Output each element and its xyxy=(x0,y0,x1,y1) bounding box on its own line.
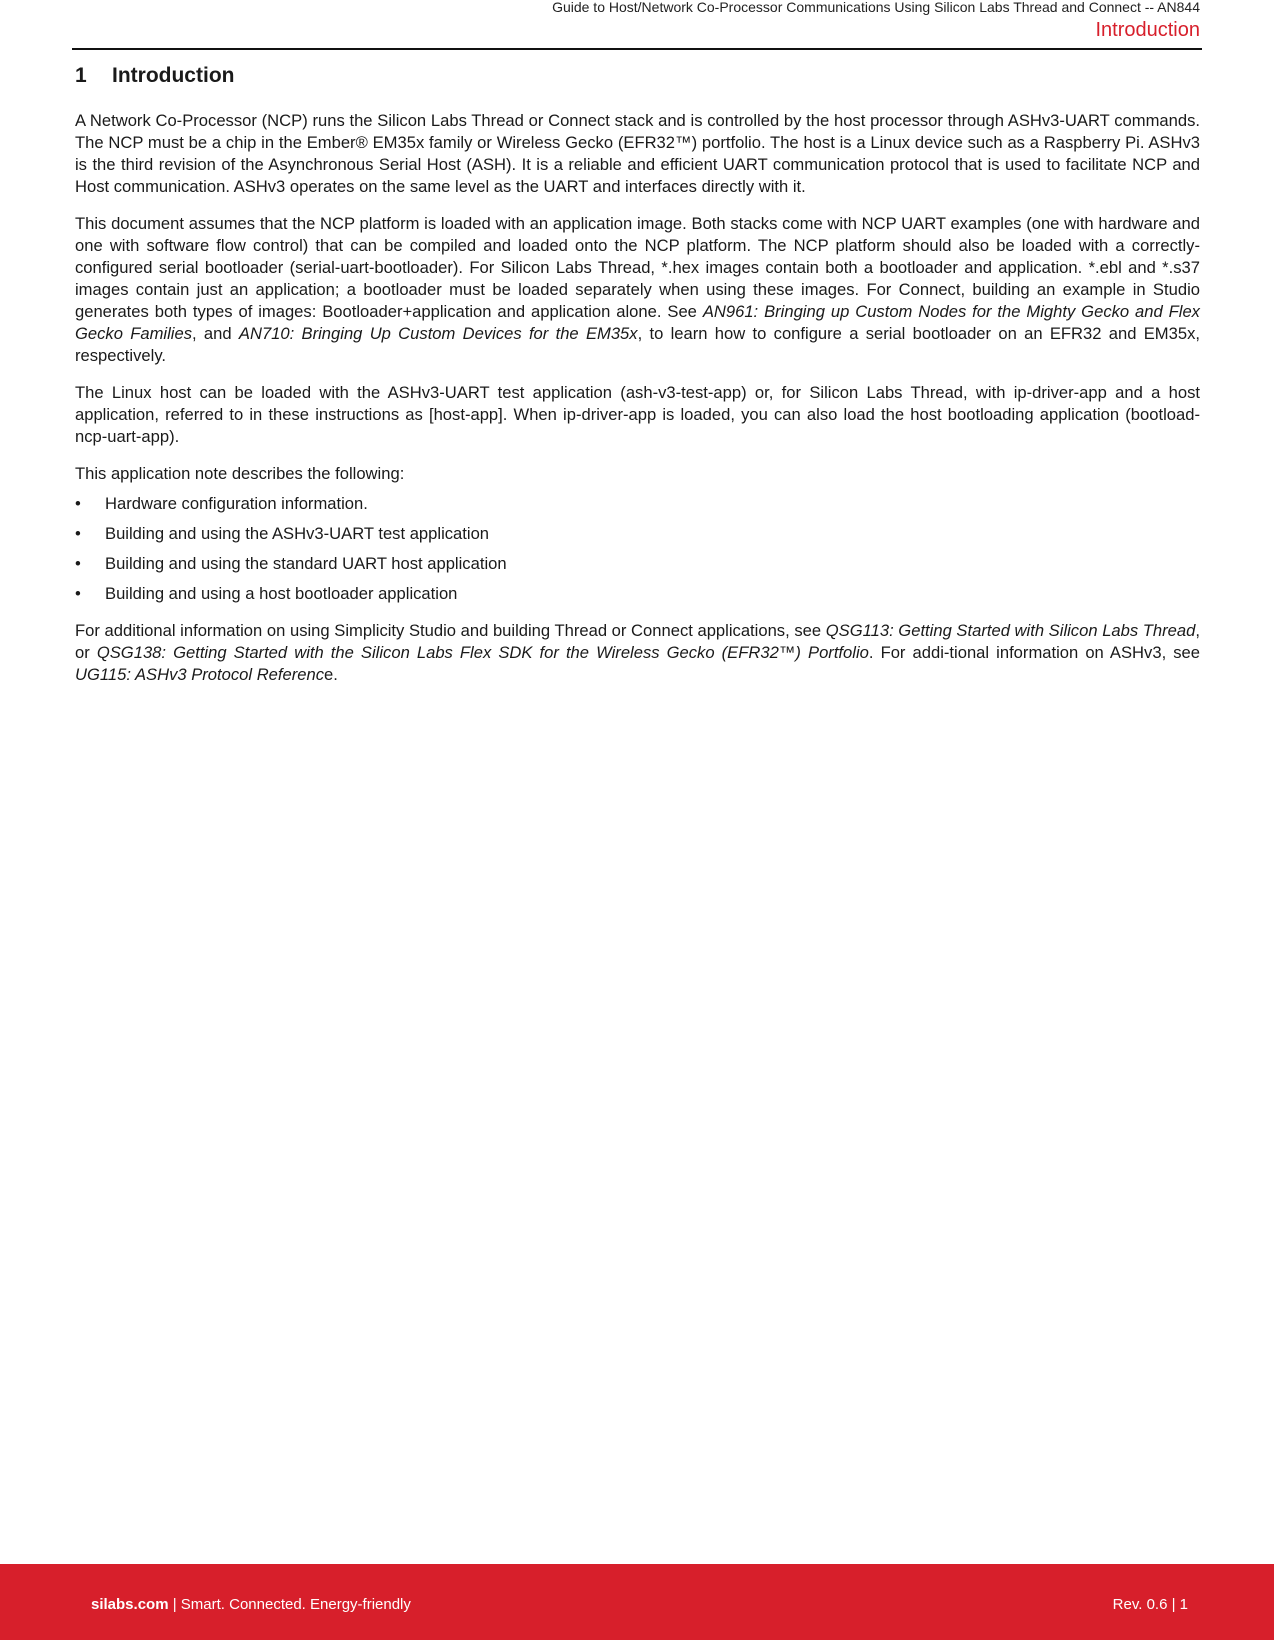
paragraph-ncp-overview: A Network Co-Processor (NCP) runs the Silicon Labs Thread or Connect stack and is controlled by the host processor through ASHv3-UART commands. The NCP must be a chip in the Ember® EM35x family or Wireless Gecko (EFR32™) portfolio. The host is a Linux device such as a Raspberry Pi. ASHv3 is the third revision of the Asynchronous Serial Host (ASH). It is a reliable and efficient UART communication protocol that is used to facilitate NCP and Host communication. ASHv3 operates on the same level as the UART and interfaces directly with it. xyxy=(75,111,1200,196)
paragraph-describes: This application note describes the following: xyxy=(75,464,405,483)
list-item-text: Building and using the standard UART host application xyxy=(105,554,507,573)
bullet-glyph: • xyxy=(75,554,81,573)
paragraph-ncp-platform xyxy=(75,213,1200,367)
list-item xyxy=(75,583,1200,605)
bullet-glyph: • xyxy=(75,524,81,543)
section-title: Introduction xyxy=(112,64,235,87)
section-heading xyxy=(75,64,1200,88)
list-item-text: Hardware configuration information. xyxy=(105,494,368,513)
topics-list xyxy=(75,493,1200,605)
list-item xyxy=(75,553,1200,575)
page-footer xyxy=(0,1564,1274,1640)
ref-qsg138: QSG138: Getting Started with the Silicon Labs Flex SDK for the Wireless Gecko (EFR32™) Portfolio xyxy=(96,643,869,662)
ref-an710: AN710: Bringing Up Custom Devices for the EM35x xyxy=(238,324,638,343)
bullet-glyph: • xyxy=(75,584,81,603)
p2-text-1: This document assumes that the NCP platform is loaded with an application image. Both stacks come with NCP UART examples (one with hardware and one with software flow control) that can be compiled and loaded onto the NCP platform. The NCP platform should also be loaded with a correctly-configured serial bootloader (serial-uart-bootloader). For Silicon Labs Thread, *.hex images contain both a bootloader and application. *.ebl and *.s37 images contain just an application; a bootloader must be loaded separately when using these images. For Connect, building an example in Studio generates both types of images: Bootloader+application and application alone. See xyxy=(75,214,1200,321)
p2-text-2: , and xyxy=(192,324,239,343)
paragraph-linux-host: The Linux host can be loaded with the ASHv3-UART test application (ash-v3-test-app) or, for Silicon Labs Thread, with ip-driver-app and a host application, referred to in these instructions as [host-app]. When ip-driver-app is loaded, you can also load the host bootloading application (bootload-ncp-uart-app). xyxy=(75,383,1200,446)
footer-revision-page: Rev. 0.6 | 1 xyxy=(1112,1596,1188,1613)
page-content xyxy=(75,64,1200,701)
footer-branding xyxy=(91,1596,411,1613)
running-section-label: Introduction xyxy=(1095,19,1200,41)
footer-brand-link[interactable]: silabs.com xyxy=(91,1596,169,1613)
p5-text-4: e. xyxy=(324,665,338,684)
list-item-text: Building and using the ASHv3-UART test application xyxy=(105,524,490,543)
list-item xyxy=(75,493,1200,515)
document-title: Guide to Host/Network Co-Processor Communications Using Silicon Labs Thread and Connect -- AN844 xyxy=(552,0,1200,15)
p5-text-2: , or xyxy=(75,621,1200,662)
p2-text-3: , to learn how to configure a serial bootloader on an EFR32 and EM35x, respectively. xyxy=(75,324,1200,365)
footer-tagline: | Smart. Connected. Energy-friendly xyxy=(168,1596,411,1613)
paragraph-additional-info xyxy=(75,620,1200,686)
ref-ug115: UG115: ASHv3 Protocol Referenc xyxy=(75,665,325,684)
header-divider xyxy=(72,48,1202,50)
ref-qsg113: QSG113: Getting Started with Silicon Labs Thread xyxy=(825,621,1196,640)
section-number: 1 xyxy=(75,64,87,87)
p5-text-1: For additional information on using Simplicity Studio and building Thread or Connect applications, see xyxy=(75,621,826,640)
list-item xyxy=(75,523,1200,545)
list-item-text: Building and using a host bootloader application xyxy=(105,584,458,603)
bullet-glyph: • xyxy=(75,494,81,513)
ref-an961: AN961: Bringing up Custom Nodes for the Mighty Gecko and Flex Gecko Families xyxy=(75,302,1200,343)
p5-text-3: . For addi-tional information on ASHv3, see xyxy=(868,643,1200,662)
